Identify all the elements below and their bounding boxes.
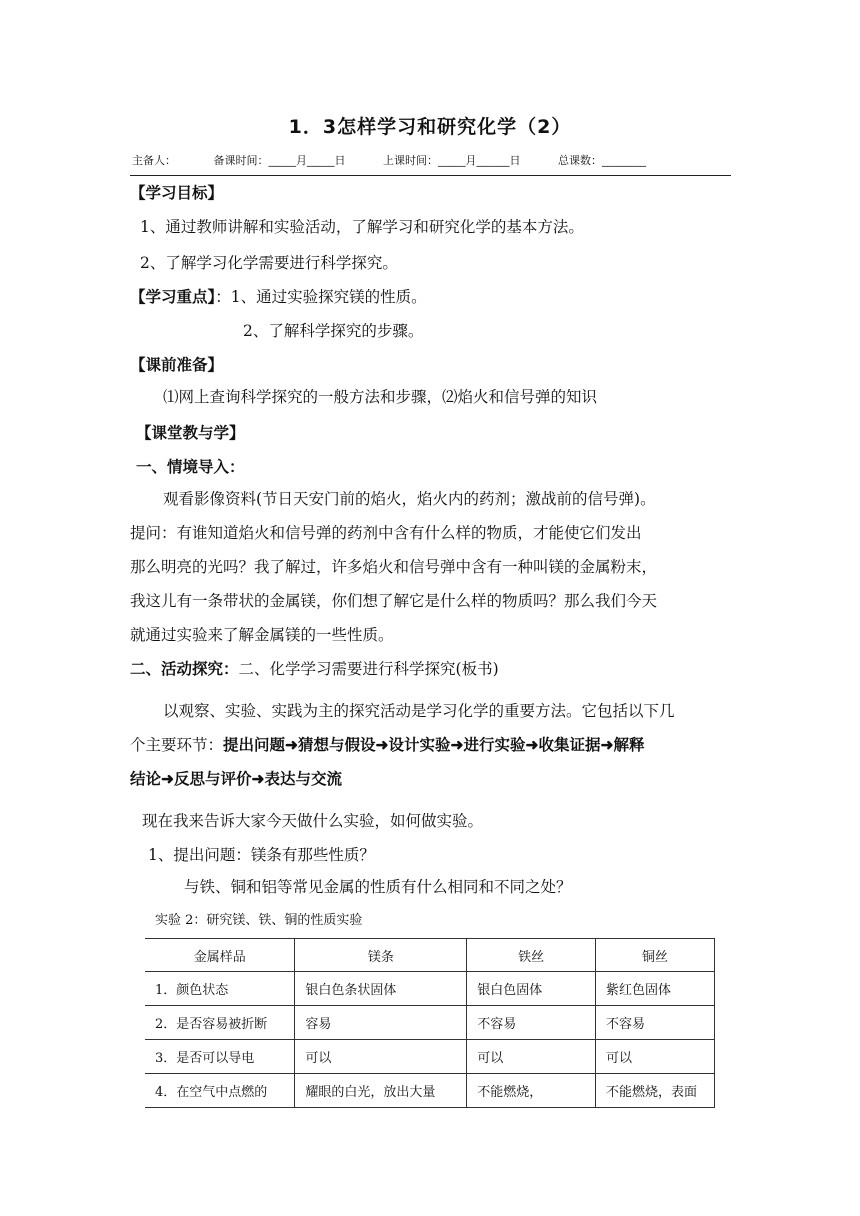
table-cell: 不能燃烧， [467, 1074, 596, 1108]
table-row [145, 1006, 715, 1040]
classroom-heading: 【课堂教与学】 [136, 424, 245, 442]
column-header: 铁丝 [467, 939, 596, 972]
table-cell: 3．是否可以导电 [145, 1040, 295, 1074]
steps-prefix: 个主要环节： [130, 736, 224, 754]
preparation-heading: 【课前准备】 [130, 356, 224, 374]
paragraph-line: 提问：有谁知道焰火和信号弹的药剂中含有什么样的物质，才能使它们发出 [130, 524, 642, 542]
author-label: 主备人： [132, 154, 176, 167]
table-cell: 1．颜色状态 [145, 972, 295, 1006]
intro-text: 现在我来告诉大家今天做什么实验，如何做实验。 [142, 812, 484, 830]
column-header: 铜丝 [596, 939, 715, 972]
section1-heading: 一、情境导入： [136, 458, 245, 476]
table-row [145, 972, 715, 1006]
column-header: 镁条 [295, 939, 467, 972]
table-cell: 可以 [596, 1040, 715, 1074]
paragraph-line: 那么明亮的光吗？我了解过，许多焰火和信号弹中含有一种叫镁的金属粉末， [130, 558, 658, 576]
key-points-heading: 【学习重点】 [130, 288, 216, 306]
section2-heading-row [130, 658, 730, 680]
table-header-row [145, 939, 715, 972]
inquiry-steps-continued: 结论➜反思与评价➜表达与交流 [130, 769, 342, 788]
page-title: 1．3怎样学习和研究化学（2） [288, 116, 572, 138]
table-cell: 银白色固体 [467, 972, 596, 1006]
key-points [130, 286, 730, 308]
table-cell: 耀眼的白光，放出大量 [295, 1074, 467, 1108]
lesson-meta [132, 152, 680, 168]
total-lessons: 总课数：________ [558, 154, 646, 167]
table-cell: 不能燃烧，表面 [596, 1074, 715, 1108]
table-row [145, 1040, 715, 1074]
table-cell: 可以 [467, 1040, 596, 1074]
key-point-item: 2、了解科学探究的步骤。 [243, 322, 424, 340]
table-cell: 可以 [295, 1040, 467, 1074]
key-point-item: ：1、通过实验探究镁的性质。 [215, 288, 427, 306]
inquiry-steps: 提出问题➜猜想与假设➜设计实验➜进行实验➜收集证据➜解释 [223, 735, 645, 754]
preparation-text: ⑴网上查询科学探究的一般方法和步骤，⑵焰火和信号弹的知识 [163, 388, 598, 406]
table-row [145, 1074, 715, 1108]
table-cell: 2．是否容易被折断 [145, 1006, 295, 1040]
question-heading: 1、提出问题：镁条有那些性质？ [148, 846, 375, 864]
paragraph-line: 就通过实验来了解金属镁的一些性质。 [130, 626, 394, 644]
column-header: 金属样品 [145, 939, 295, 972]
table-cell: 银白色条状固体 [295, 972, 467, 1006]
paragraph-line: 我这儿有一条带状的金属镁，你们想了解它是什么样的物质吗？那么我们今天 [130, 592, 658, 610]
class-date: 上课时间：_____月______日 [383, 154, 521, 167]
paragraph-line: 以观察、实验、实践为主的探究活动是学习化学的重要方法。它包括以下几 [163, 702, 675, 720]
table-cell: 不容易 [596, 1006, 715, 1040]
prep-date: 备课时间：_____月_____日 [213, 154, 346, 167]
paragraph-line [130, 734, 730, 756]
experiment-caption: 实验 2：研究镁、铁、铜的性质实验 [155, 913, 363, 928]
objective-item: 2、了解学习化学需要进行科学探究。 [140, 254, 398, 272]
objectives-heading: 【学习目标】 [130, 184, 224, 202]
table-cell: 容易 [295, 1006, 467, 1040]
table-cell: 紫红色固体 [596, 972, 715, 1006]
experiment-table [145, 938, 715, 1108]
question-subtext: 与铁、铜和铝等常见金属的性质有什么相同和不同之处？ [184, 878, 572, 896]
table-cell: 4．在空气中点燃的 [145, 1074, 295, 1108]
table-cell: 不容易 [467, 1006, 596, 1040]
section2-heading: 二、活动探究： [130, 660, 239, 678]
header-divider [130, 175, 731, 176]
objective-item: 1、通过教师讲解和实验活动，了解学习和研究化学的基本方法。 [140, 218, 584, 236]
section2-subheading: 二、化学学习需要进行科学探究(板书) [238, 660, 499, 678]
paragraph-line: 观看影像资料(节日天安门前的焰火，焰火内的药剂；激战前的信号弹)。 [163, 490, 656, 508]
